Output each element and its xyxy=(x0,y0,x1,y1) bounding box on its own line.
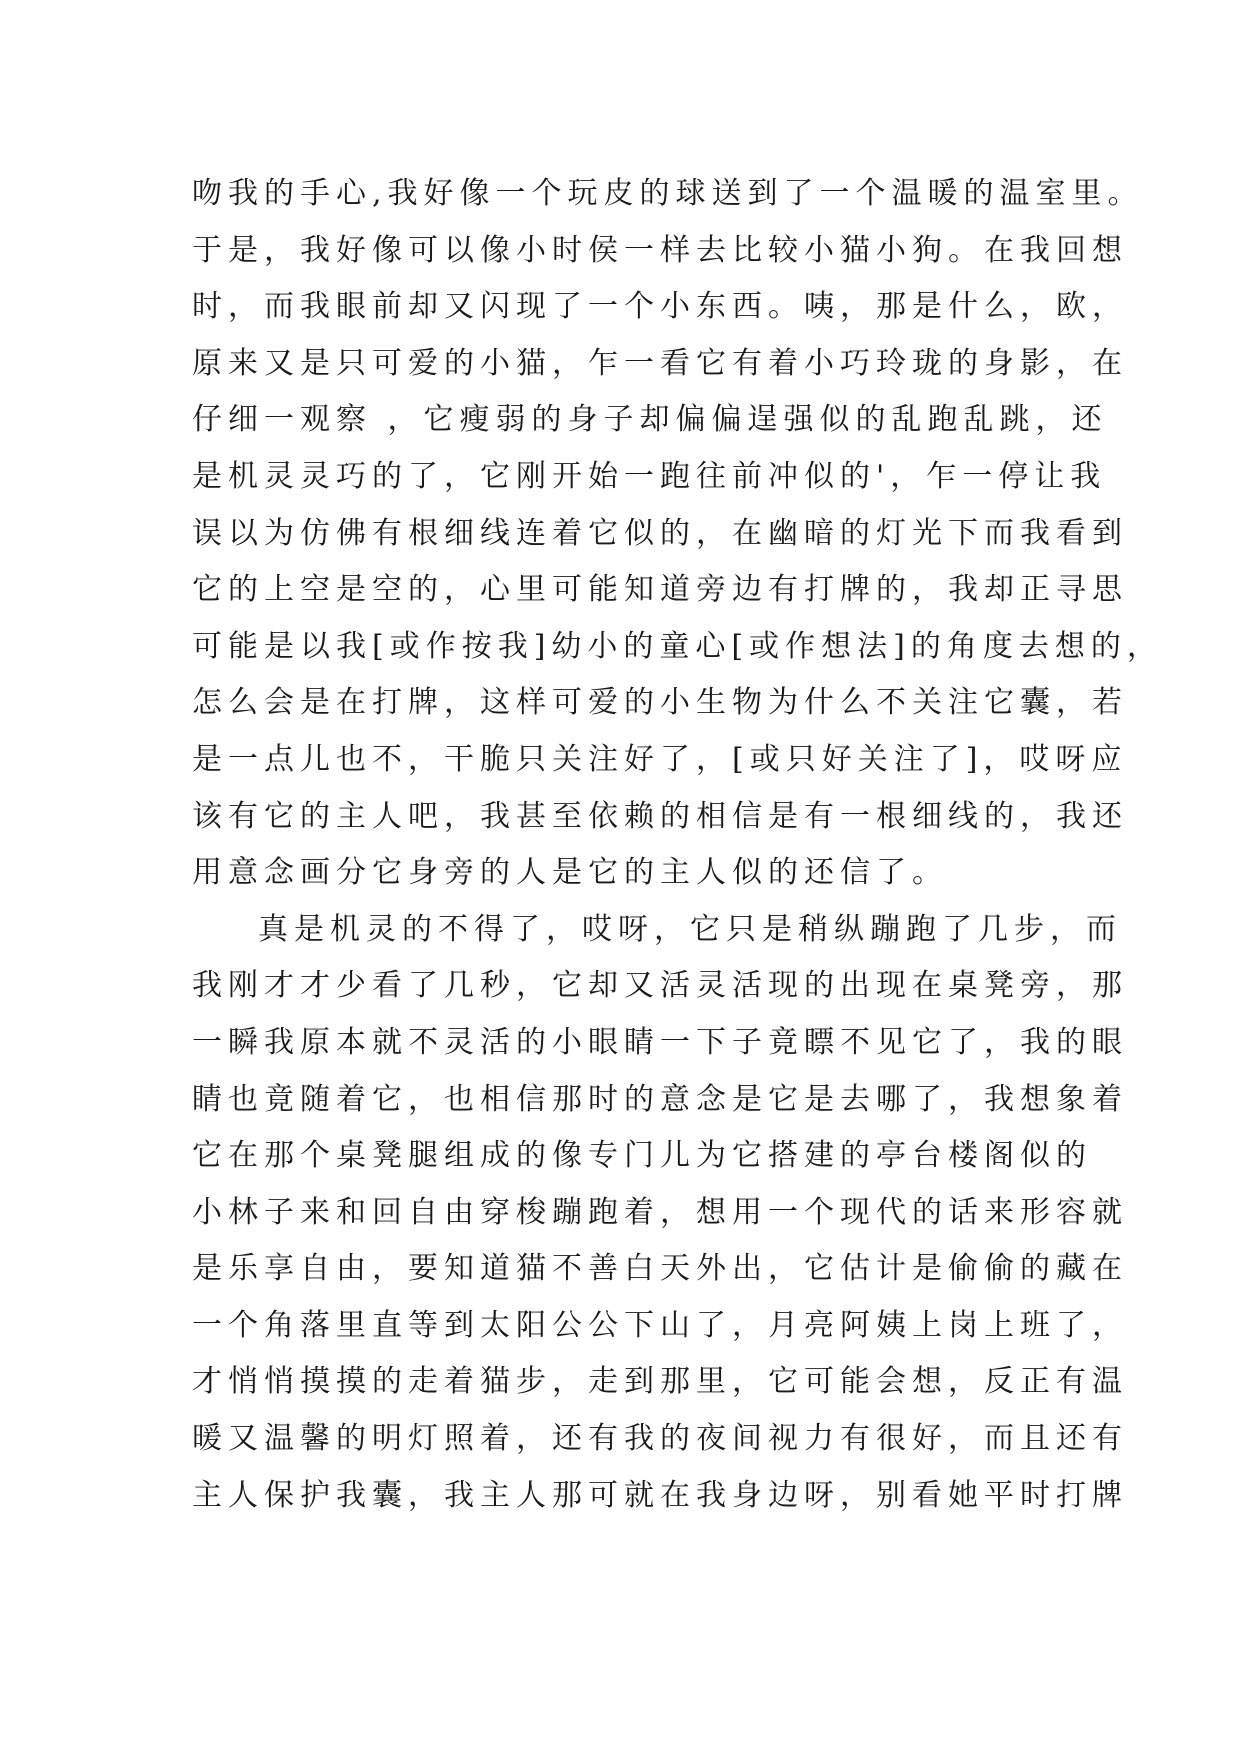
text-line: 该有它的主人吧，我甚至依赖的相信是有一根细线的，我还 xyxy=(192,798,1128,834)
text-line: 是一点儿也不，干脆只关注好了，[或只好关注了]，哎呀应 xyxy=(192,741,1128,777)
text-line: 它在那个桌凳腿组成的像专门儿为它搭建的亭台楼阁似的 xyxy=(192,1138,1092,1174)
text-line: 吻我的手心,我好像一个玩皮的球送到了一个温暖的温室里。 xyxy=(192,176,1144,211)
text-line: 一个角落里直等到太阳公公下山了，月亮阿姨上岗上班了， xyxy=(192,1307,1128,1343)
text-line: 怎么会是在打牌，这样可爱的小生物为什么不关注它囊，若 xyxy=(192,685,1128,721)
text-line: 小林子来和回自由穿梭蹦跑着，想用一个现代的话来形容就 xyxy=(192,1194,1128,1230)
text-line: 用意念画分它身旁的人是它的主人似的还信了。 xyxy=(192,855,948,891)
text-line: 我刚才才少看了几秒，它却又活灵活现的出现在桌凳旁，那 xyxy=(192,968,1128,1004)
text-line: 主人保护我囊，我主人那可就在我身边呀，别看她平时打牌 xyxy=(192,1477,1128,1513)
text-line: 可能是以我[或作按我]幼小的童心[或作想法]的角度去想的， xyxy=(192,628,1163,664)
text-line: 仔细一观察 ，它瘦弱的身子却偏偏逞强似的乱跑乱跳，还 xyxy=(192,402,1108,438)
text-line: 才悄悄摸摸的走着猫步，走到那里，它可能会想，反正有温 xyxy=(192,1364,1128,1400)
text-line: 是机灵灵巧的了，它刚开始一跑往前冲似的'，乍一停让我 xyxy=(192,458,1107,494)
text-line: 一瞬我原本就不灵活的小眼睛一下子竟瞟不见它了，我的眼 xyxy=(192,1024,1128,1060)
text-line: 是乐享自由，要知道猫不善白天外出，它估计是偷偷的藏在 xyxy=(192,1251,1128,1287)
text-line: 睛也竟随着它，也相信那时的意念是它是去哪了，我想象着 xyxy=(192,1081,1128,1117)
text-line: 于是，我好像可以像小时侯一样去比较小猫小狗。在我回想 xyxy=(192,232,1128,268)
text-line: 误以为仿佛有根细线连着它似的，在幽暗的灯光下而我看到 xyxy=(192,515,1128,551)
body-text xyxy=(192,166,1163,1524)
text-line: 时，而我眼前却又闪现了一个小东西。咦，那是什么，欧， xyxy=(192,289,1128,325)
paragraph-first-line: 真是机灵的不得了，哎呀，它只是稍纵蹦跑了几步，而 xyxy=(258,911,1122,947)
text-line: 原来又是只可爱的小猫，乍一看它有着小巧玲珑的身影，在 xyxy=(192,345,1128,381)
text-line: 暖又温馨的明灯照着，还有我的夜间视力有很好，而且还有 xyxy=(192,1421,1128,1457)
text-line: 它的上空是空的，心里可能知道旁边有打牌的，我却正寻思 xyxy=(192,572,1128,608)
